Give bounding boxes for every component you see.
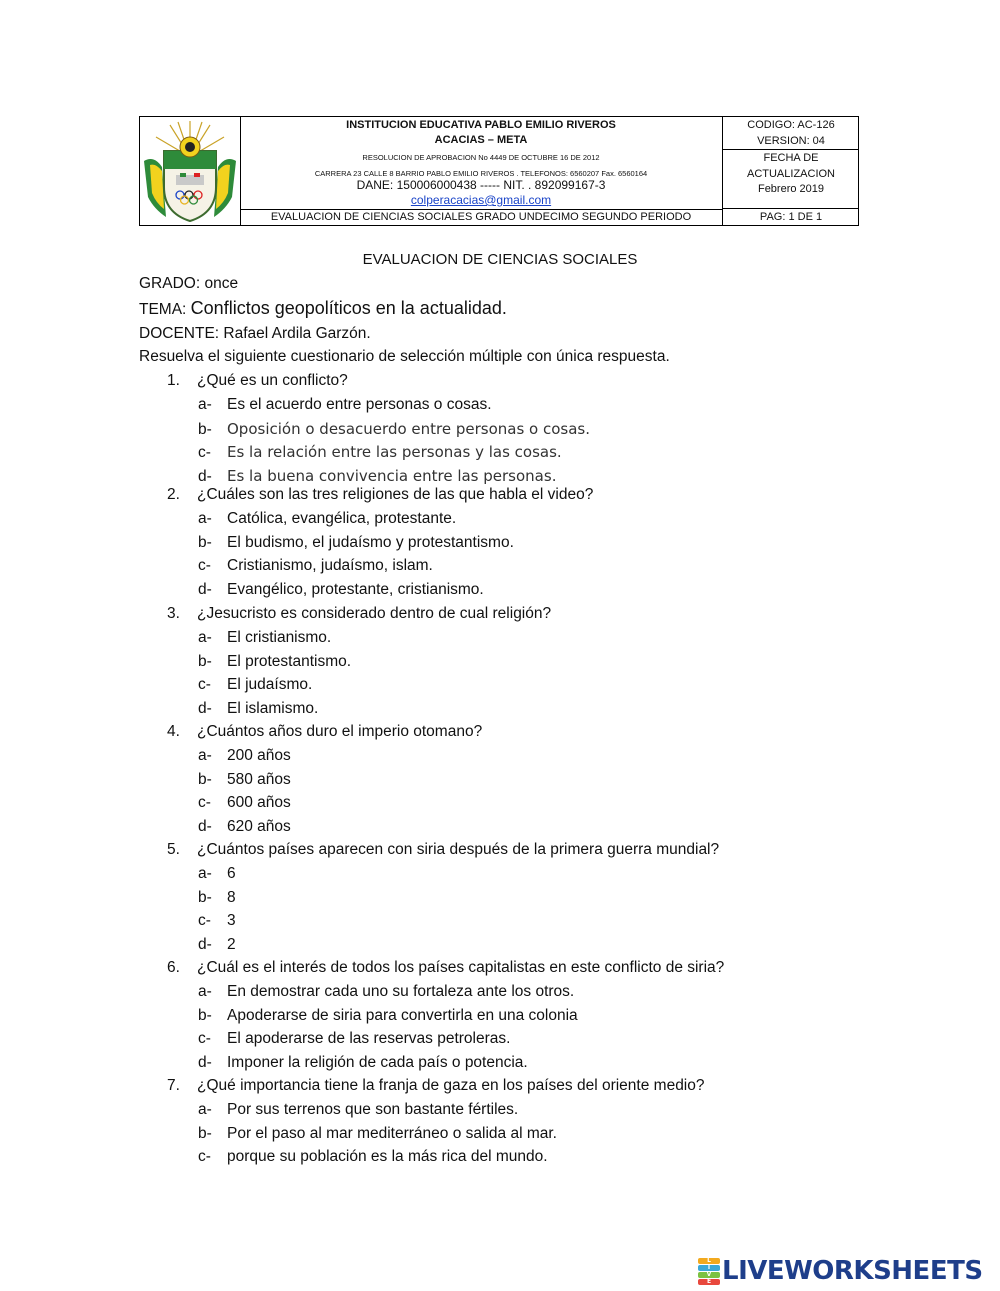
brand-mark-block: E: [698, 1279, 720, 1285]
option-text: 8: [227, 888, 236, 906]
question-text: ¿Cuántos países aparecen con siria después de la primera guerra mundial?: [197, 841, 720, 858]
answer-option-2-b[interactable]: [198, 533, 514, 553]
option-letter: d-: [198, 935, 212, 953]
option-letter: b-: [198, 888, 212, 906]
question-number: 7.: [167, 1077, 180, 1094]
address-text: CARRERA 23 CALLE 8 BARRIO PABLO EMILIO RIVEROS . TELEFONOS: 6560207 Fax. 6560164: [314, 169, 648, 178]
answer-option-6-b[interactable]: [198, 1006, 578, 1026]
option-letter: b-: [198, 533, 212, 551]
brand-mark-block: L: [698, 1258, 720, 1264]
version-text: VERSION: 04: [757, 135, 825, 147]
question-2: [167, 485, 593, 505]
brand-mark-block: I: [698, 1265, 720, 1271]
tema-label: TEMA:: [139, 301, 191, 318]
email-link[interactable]: colperacacias@gmail.com: [410, 193, 552, 207]
answer-option-6-d[interactable]: [198, 1053, 528, 1073]
fecha-value: Febrero 2019: [757, 183, 825, 195]
option-text: 580 años: [227, 770, 291, 788]
answer-option-6-a[interactable]: [198, 982, 574, 1002]
option-letter: b-: [198, 652, 212, 670]
answer-option-5-c[interactable]: [198, 911, 236, 931]
option-letter: a-: [198, 865, 212, 882]
option-letter: a-: [198, 396, 212, 413]
option-letter: d-: [198, 1053, 212, 1071]
option-letter: a-: [198, 629, 212, 646]
question-number: 5.: [167, 841, 180, 858]
question-3: [167, 604, 551, 624]
option-letter: c-: [198, 794, 211, 811]
option-text: El apoderarse de las reservas petroleras.: [227, 1030, 511, 1047]
question-number: 3.: [167, 605, 180, 622]
header-center-cell: [240, 117, 723, 225]
docente-line: DOCENTE: Rafael Ardila Garzón.: [139, 325, 371, 342]
grado-line: GRADO: once: [139, 275, 239, 292]
option-text: En demostrar cada uno su fortaleza ante los otros.: [227, 983, 575, 1000]
answer-option-5-d[interactable]: [198, 935, 236, 955]
option-text: El budismo, el judaísmo y protestantismo.: [227, 533, 514, 551]
option-text: Católica, evangélica, protestante.: [227, 510, 457, 527]
option-letter: a-: [198, 1101, 212, 1118]
option-text: Apoderarse de siria para convertirla en una colonia: [227, 1006, 578, 1024]
answer-option-2-d[interactable]: [198, 580, 484, 600]
answer-option-7-b[interactable]: [198, 1124, 557, 1144]
institution-info: [240, 117, 722, 210]
option-letter: a-: [198, 510, 212, 527]
option-text: 620 años: [227, 817, 291, 835]
brand-mark-block: V: [698, 1272, 720, 1278]
question-text: ¿Cuáles son las tres religiones de las que habla el video?: [197, 486, 594, 503]
answer-option-5-a[interactable]: [198, 864, 236, 884]
option-letter: a-: [198, 983, 212, 1000]
brand-wordmark: LIVEWORKSHEETS: [722, 1256, 983, 1286]
answer-option-1-a[interactable]: [198, 395, 492, 415]
option-letter: b-: [198, 1006, 212, 1024]
option-text: Cristianismo, judaísmo, islam.: [227, 557, 433, 574]
question-5: [167, 840, 719, 860]
question-7: [167, 1076, 705, 1096]
option-letter: c-: [198, 1030, 211, 1047]
answer-option-5-b[interactable]: [198, 888, 236, 908]
option-text: 200 años: [227, 747, 291, 764]
question-text: ¿Cuántos años duro el imperio otomano?: [197, 723, 483, 740]
option-text: Oposición o desacuerdo entre personas o cosas.: [227, 419, 591, 438]
option-text: El protestantismo.: [227, 652, 352, 670]
option-letter: d-: [198, 467, 212, 485]
option-text: 6: [227, 865, 236, 882]
question-4: [167, 722, 482, 742]
answer-option-7-a[interactable]: [198, 1100, 518, 1120]
question-number: 6.: [167, 959, 180, 976]
fecha-label-1: FECHA DE: [763, 152, 819, 164]
question-number: 4.: [167, 723, 180, 740]
update-date-cell: [723, 150, 859, 209]
option-text: Es la relación entre las personas y las cosas.: [227, 443, 562, 461]
option-text: Es la buena convivencia entre las personas.: [227, 466, 557, 485]
school-crest-logo: [140, 117, 240, 225]
question-number: 1.: [167, 372, 180, 389]
option-text: 600 años: [227, 794, 291, 811]
question-text: ¿Qué importancia tiene la franja de gaza en los países del oriente medio?: [197, 1077, 705, 1094]
option-letter: d-: [198, 580, 212, 598]
option-text: El judaísmo.: [227, 676, 313, 693]
question-1: [167, 371, 348, 391]
tema-value: Conflictos geopolíticos en la actualidad.: [190, 298, 507, 318]
option-text: 3: [227, 912, 236, 929]
option-letter: c-: [198, 444, 211, 461]
answer-option-2-a[interactable]: [198, 509, 456, 529]
option-text: porque su población es la más rica del mundo.: [227, 1148, 548, 1165]
option-letter: b-: [198, 1124, 212, 1142]
codigo-text: CODIGO: AC-126: [747, 119, 835, 131]
answer-option-3-d[interactable]: [198, 699, 318, 719]
liveworksheets-logo: [698, 1257, 983, 1285]
question-text: ¿Qué es un conflicto?: [197, 372, 348, 389]
answer-option-1-b[interactable]: [198, 419, 590, 440]
institution-location: ACACIAS – META: [434, 134, 528, 146]
answer-option-4-c[interactable]: [198, 793, 291, 813]
answer-option-1-d[interactable]: [198, 466, 556, 487]
question-number: 2.: [167, 486, 180, 503]
answer-option-3-b[interactable]: [198, 652, 351, 672]
answer-option-3-c[interactable]: [198, 675, 312, 695]
option-text: El cristianismo.: [227, 629, 332, 646]
option-text: Imponer la religión de cada país o potencia.: [227, 1053, 528, 1071]
answer-option-2-c[interactable]: [198, 556, 433, 576]
code-version-cell: [723, 117, 859, 150]
question-6: [167, 958, 724, 978]
option-text: Por el paso al mar mediterráneo o salida al mar.: [227, 1124, 557, 1142]
header-right-cell: [723, 117, 859, 225]
answer-option-7-c[interactable]: [198, 1147, 548, 1167]
option-text: Es el acuerdo entre personas o cosas.: [227, 396, 492, 413]
option-letter: c-: [198, 557, 211, 574]
liveworksheets-mark-icon: [698, 1258, 720, 1285]
option-letter: c-: [198, 912, 211, 929]
dane-nit-text: DANE: 150006000438 ----- NIT. . 892099167-3: [356, 178, 606, 192]
question-text: ¿Jesucristo es considerado dentro de cual religión?: [197, 605, 552, 622]
option-text: Evangélico, protestante, cristianismo.: [227, 580, 484, 598]
option-text: Por sus terrenos que son bastante fértiles.: [227, 1101, 519, 1118]
instructions-line: Resuelva el siguiente cuestionario de selección múltiple con única respuesta.: [139, 348, 670, 365]
answer-option-4-d[interactable]: [198, 817, 291, 837]
header-table: [139, 116, 859, 226]
option-text: El islamismo.: [227, 699, 319, 717]
option-letter: a-: [198, 747, 212, 764]
document-title: EVALUACION DE CIENCIAS SOCIALES: [362, 251, 638, 268]
option-letter: d-: [198, 817, 212, 835]
answer-option-1-c[interactable]: [198, 442, 562, 463]
exam-subject-line: EVALUACION DE CIENCIAS SOCIALES GRADO UNDECIMO SEGUNDO PERIODO: [270, 211, 692, 223]
option-letter: c-: [198, 676, 211, 693]
option-letter: b-: [198, 420, 212, 438]
question-text: ¿Cuál es el interés de todos los países capitalistas en este conflicto de siria?: [197, 959, 725, 976]
resolution-text: RESOLUCION DE APROBACION No 4449 DE OCTUBRE 16 DE 2012: [362, 153, 600, 162]
school-logo-cell: [140, 117, 241, 225]
option-letter: d-: [198, 699, 212, 717]
tema-line: [139, 298, 507, 320]
answer-option-4-a[interactable]: [198, 746, 291, 766]
page-number-cell: PAG: 1 DE 1: [759, 211, 823, 223]
answer-option-4-b[interactable]: [198, 770, 291, 790]
answer-option-6-c[interactable]: [198, 1029, 510, 1049]
option-text: 2: [227, 935, 236, 953]
option-letter: b-: [198, 770, 212, 788]
institution-name: INSTITUCION EDUCATIVA PABLO EMILIO RIVEROS: [346, 119, 616, 131]
option-letter: c-: [198, 1148, 211, 1165]
answer-option-3-a[interactable]: [198, 628, 331, 648]
fecha-label-2: ACTUALIZACION: [746, 167, 835, 180]
